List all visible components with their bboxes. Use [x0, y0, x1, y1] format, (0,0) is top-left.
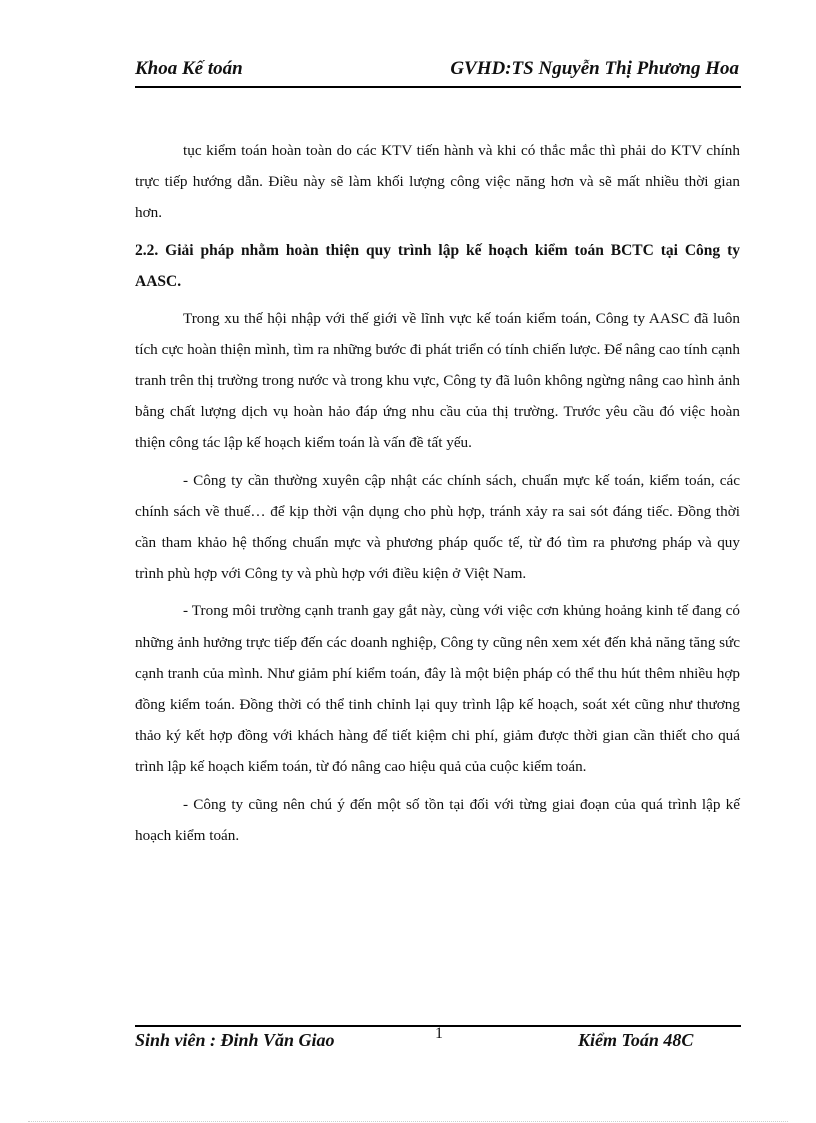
paragraph-bullet-1: - Công ty cần thường xuyên cập nhật các chính sách, chuẩn mực kế toán, kiểm toán, các chính sách về thuế… để kịp thời vận dụng cho phù hợp, tránh xảy ra sai sót đáng tiếc. Đồng thời cần tham khảo hệ thống chuẩn mực và phương pháp quốc tế, từ đó tìm ra phương pháp và quy trình phù hợp với Công ty và phù hợp với điều kiện ở Việt Nam.: [135, 471, 740, 583]
page-footer: [135, 1025, 741, 1057]
paragraph-bullet-2: - Trong môi trường cạnh tranh gay gắt này, cùng với việc cơn khủng hoảng kinh tế đang có những ảnh hưởng trực tiếp đến các doanh nghiệp, Công ty cũng nên xem xét đến khả năng tăng sức cạnh tranh của mình. Như giảm phí kiểm toán, đây là một biện pháp có thể thu hút thêm nhiều hợp đồng kiểm toán. Đồng thời có thể tinh chỉnh lại quy trình lập kế hoạch, soát xét cũng như thương thảo ký kết hợp đồng với khách hàng để tiết kiệm chi phí, giảm được thời gian cần thiết cho quá trình lập kế hoạch kiểm toán, từ đó nâng cao hiệu quả của cuộc kiểm toán.: [135, 602, 740, 776]
header-supervisor: GVHD:TS Nguyễn Thị Phương Hoa: [450, 58, 739, 79]
paragraph-bullet-3: - Công ty cũng nên chú ý đến một số tồn tại đối với từng giai đoạn của quá trình lập kế hoạch kiểm toán.: [135, 795, 740, 844]
page-edge-divider: [28, 1121, 788, 1122]
footer-class: Kiểm Toán 48C: [578, 1030, 694, 1050]
header-department: Khoa Kế toán: [135, 58, 243, 79]
footer-student: Sinh viên : Đinh Văn Giao: [135, 1030, 335, 1050]
document-body: [135, 135, 740, 857]
continuation-paragraph: tục kiểm toán hoàn toàn do các KTV tiến hành và khi có thắc mắc thì phải do KTV chính trực tiếp hướng dẫn. Điều này sẽ làm khối lượng công việc năng hơn và sẽ mất nhiều thời gian hơn.: [135, 142, 740, 222]
page-number: 1: [435, 1025, 443, 1042]
section-heading: 2.2. Giải pháp nhằm hoàn thiện quy trình lập kế hoạch kiểm toán BCTC tại Công ty AASC.: [135, 241, 740, 290]
paragraph-intro: Trong xu thế hội nhập với thế giới về lĩnh vực kế toán kiểm toán, Công ty AASC đã luôn tích cực hoàn thiện mình, tìm ra những bước đi phát triển có tính chiến lược. Để nâng cao tính cạnh tranh trên thị trường trong nước và trong khu vực, Công ty đã luôn không ngừng nâng cao hình ảnh bằng chất lượng dịch vụ hoàn hảo đáp ứng nhu cầu của thị trường. Trước yêu cầu đó việc hoàn thiện công tác lập kế hoạch kiểm toán là vấn đề tất yếu.: [135, 309, 740, 452]
page-header: [135, 56, 741, 88]
